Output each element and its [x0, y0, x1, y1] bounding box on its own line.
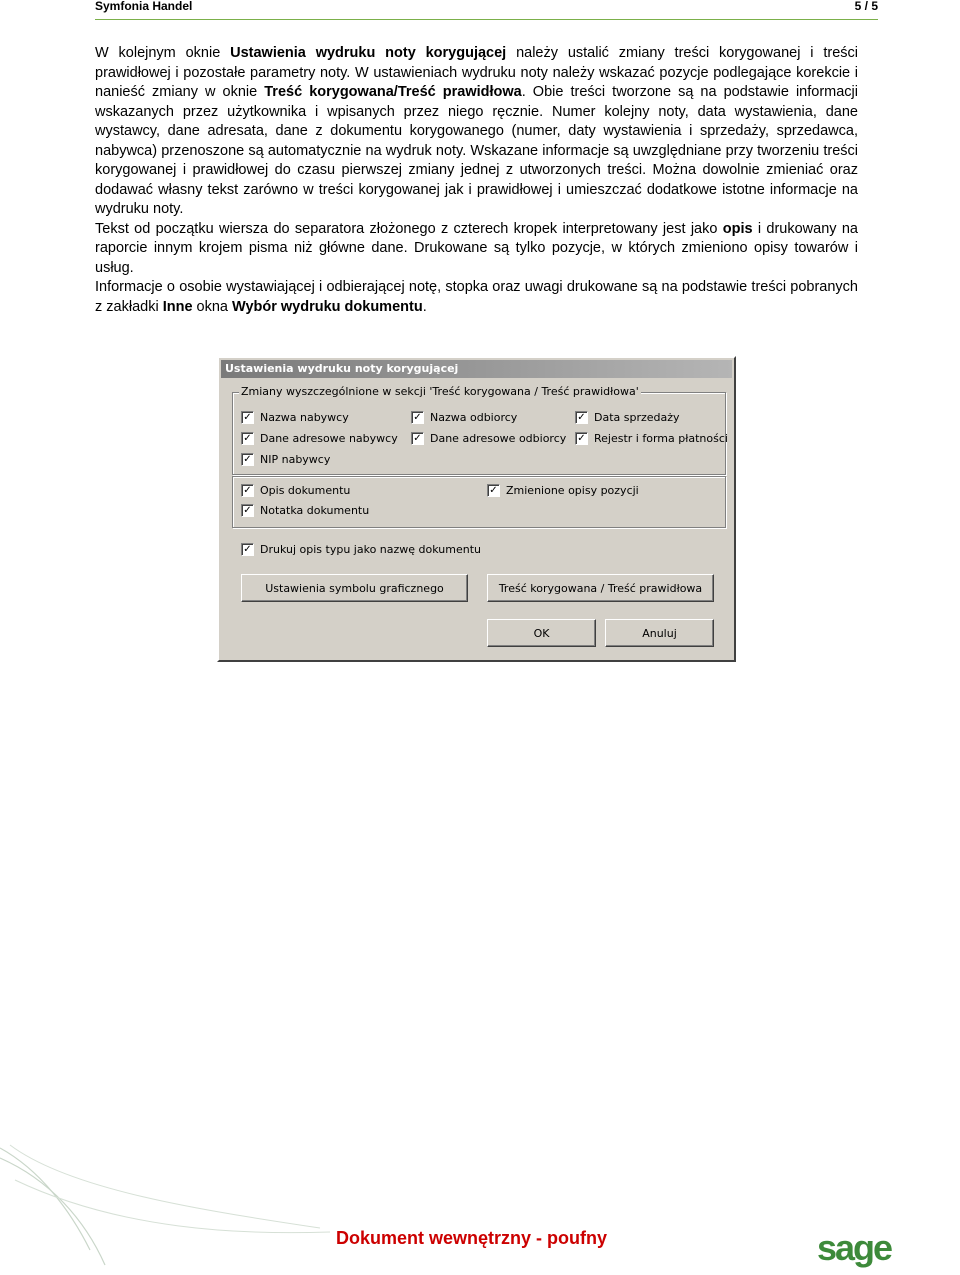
checkbox-label: Zmienione opisy pozycji [506, 484, 639, 497]
checkmark-icon: ✓ [241, 453, 254, 466]
bold-text: Treść korygowana/Treść prawidłowa [264, 84, 522, 100]
dialog-title: Ustawienia wydruku noty korygującej [221, 360, 732, 378]
changes-group-label: Zmiany wyszczególnione w sekcji 'Treść korygowana / Treść prawidłowa' [241, 385, 639, 398]
header-title: Symfonia Handel [95, 0, 193, 13]
text-run: Tekst od początku wiersza do separatora złożonego z czterech kropek interpretowany jest jako [95, 220, 723, 237]
paragraph [95, 220, 858, 279]
checkbox-nazwa-nabywcy[interactable] [241, 411, 349, 424]
checkmark-icon: ✓ [487, 484, 500, 497]
paragraph [95, 278, 858, 317]
bold-text: opis [722, 220, 753, 237]
sage-logo-text: sage [817, 1232, 892, 1268]
checkmark-icon: ✓ [575, 432, 588, 445]
symbol-settings-button[interactable]: Ustawienia symbolu graficznego [241, 574, 468, 602]
page-number: 5 / 5 [854, 0, 878, 13]
checkbox-dane-adresowe-odbiorcy[interactable] [411, 432, 566, 445]
text-run: . [422, 298, 427, 315]
checkmark-icon: ✓ [575, 411, 588, 424]
checkbox-label: Nazwa odbiorcy [430, 411, 518, 424]
checkmark-icon: ✓ [241, 432, 254, 445]
decorative-swoosh-icon [0, 1140, 330, 1275]
checkbox-label: Drukuj opis typu jako nazwę dokumentu [260, 543, 481, 556]
text-run: okna [192, 298, 233, 315]
text-run: W kolejnym oknie [95, 45, 231, 61]
checkmark-icon: ✓ [241, 411, 254, 424]
page-header [95, 0, 878, 20]
checkmark-icon: ✓ [411, 411, 424, 424]
checkbox-notatka-dokumentu[interactable] [241, 504, 369, 517]
text-run: należy ustalić zmiany treści korygowanej i treści prawidłowej i pozostałe parametry noty. W ustawieniach wydruku noty należy wskazać pozycje podlegające korekcie i nanieść zmiany w oknie [95, 45, 858, 100]
checkbox-label: NIP nabywcy [260, 453, 331, 466]
checkmark-icon: ✓ [411, 432, 424, 445]
confidential-notice: Dokument wewnętrzny - poufny [336, 1228, 608, 1248]
text-run: . Obie treści tworzone są na podstawie informacji wskazanych przez użytkownika i wpisanych przez niego ręcznie. Numer kolejny noty, data wystawienia, dane wystawcy, dane adresata, dane z dokumentu korygowanego (numer, daty wystawienia i sprzedaży, sprzedawca, nabywca) przenoszone są automatycznie na wydruk noty. Wskazane informacje są uwzględniane przy tworzeniu treści korygowanej i prawidłowej do czasu pierwszej zmiany jednej z utworzonych treści. Można dowolnie zmieniać oraz dodawać własny tekst zarówno w treści korygowanej jak i prawidłowej i umieszczać dodatkowe istotne informacje na wydruku noty. [95, 84, 858, 217]
paragraph [95, 44, 858, 220]
bold-text: Wybór wydruku dokumentu [232, 298, 423, 315]
checkbox-data-sprzedazy[interactable] [575, 411, 680, 424]
checkbox-label: Data sprzedaży [594, 411, 680, 424]
checkbox-dane-adresowe-nabywcy[interactable] [241, 432, 398, 445]
bold-text: Inne [162, 298, 193, 315]
checkbox-label: Opis dokumentu [260, 484, 351, 497]
cancel-button[interactable]: Anuluj [605, 619, 714, 647]
checkbox-label: Nazwa nabywcy [260, 411, 349, 424]
checkbox-label: Rejestr i forma płatności [594, 432, 728, 445]
checkbox-nip-nabywcy[interactable] [241, 453, 330, 466]
checkbox-opis-dokumentu[interactable] [241, 484, 350, 497]
checkbox-rejestr[interactable] [575, 432, 728, 445]
checkbox-label: Notatka dokumentu [260, 504, 370, 517]
content-settings-button[interactable]: Treść korygowana / Treść prawidłowa [487, 574, 714, 602]
settings-dialog-screenshot [217, 356, 736, 662]
body-text [95, 44, 858, 317]
checkbox-drukuj-opis[interactable] [241, 543, 481, 556]
checkbox-label: Dane adresowe nabywcy [260, 432, 398, 445]
checkbox-zmienione-opisy[interactable] [487, 484, 639, 497]
bold-text: Ustawienia wydruku noty korygującej [230, 45, 507, 61]
checkmark-icon: ✓ [241, 484, 254, 497]
ok-button[interactable]: OK [487, 619, 596, 647]
checkmark-icon: ✓ [241, 504, 254, 517]
sage-logo-icon [815, 1232, 893, 1272]
checkbox-nazwa-odbiorcy[interactable] [411, 411, 517, 424]
checkbox-label: Dane adresowe odbiorcy [430, 432, 567, 445]
text-run: Informacje o osobie wystawiającej i odbierającej notę, stopka oraz uwagi drukowane są na podstawie treści pobranych z zakładki [95, 279, 858, 315]
checkmark-icon: ✓ [241, 543, 254, 556]
text-run: i drukowany na raporcie innym krojem pisma niż główne dane. Drukowane są tylko pozycje, w których zmieniono opisy towarów i usług. [95, 220, 858, 276]
